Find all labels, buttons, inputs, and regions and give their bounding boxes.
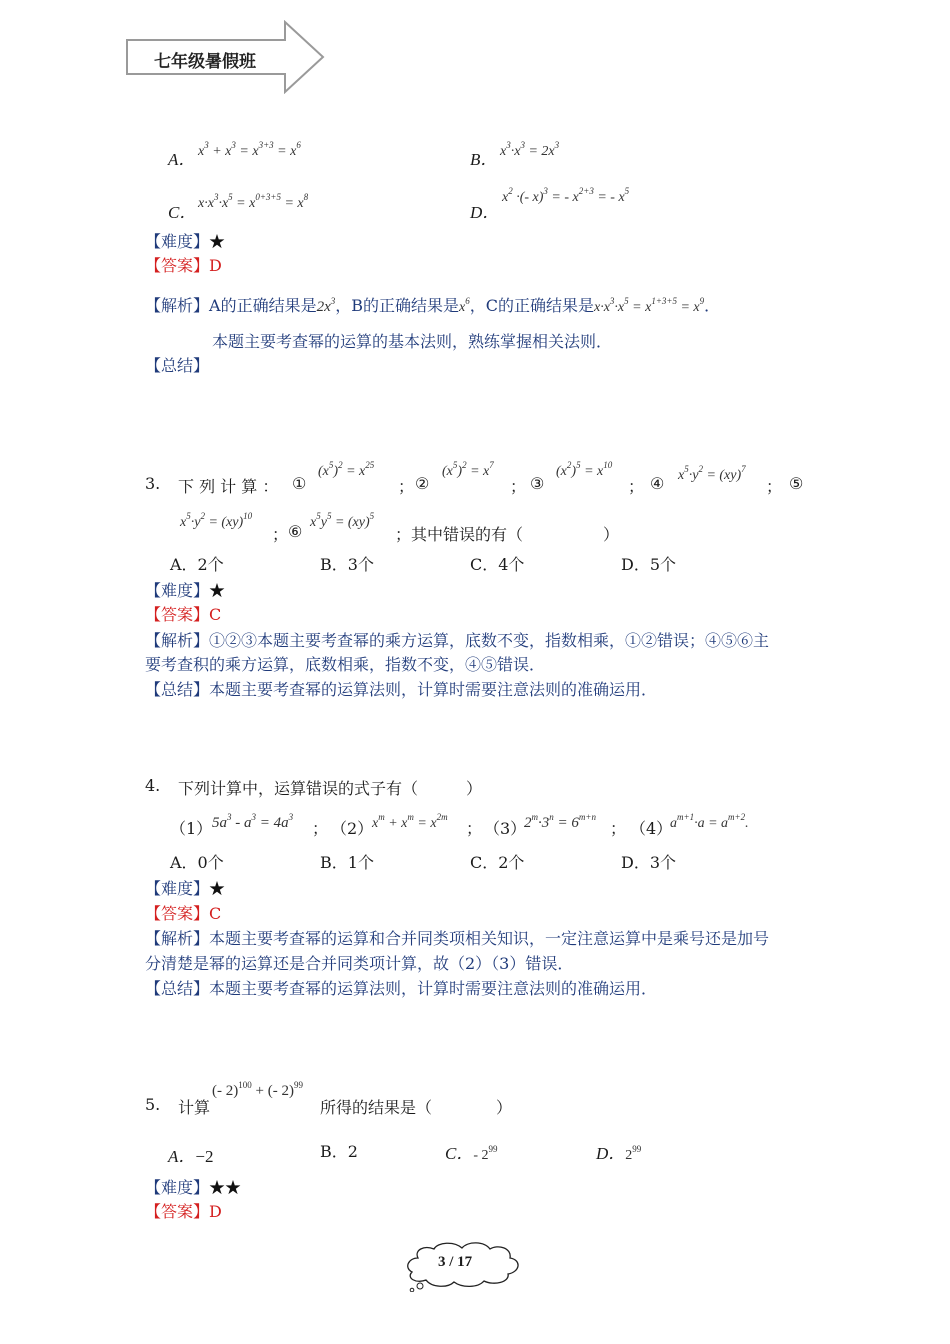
q2-analysis-line2: 本题主要考查幂的运算的基本法则，熟练掌握相关法则． <box>212 332 613 351</box>
q4-analysis-line2: 分清楚是幂的运算还是合并同类项计算，故（2）（3）错误． <box>145 954 574 973</box>
q2-difficulty-row: 【难度】★ <box>145 232 226 251</box>
q4-stem: 下列计算中，运算错误的式子有（ ） <box>178 779 483 798</box>
q3-circle-6: ⑥ <box>288 522 303 541</box>
q4-part-1-label: （1） <box>170 819 213 838</box>
q3-sep-5: ； <box>272 525 289 544</box>
page-number: 3 / 17 <box>438 1254 473 1270</box>
q3-expr-3: $(x^2)^5 = x^{10}$ <box>556 460 613 479</box>
q5-difficulty-row: 【难度】★★ <box>145 1178 242 1197</box>
q4-sep-3: ； <box>610 819 627 838</box>
q3-difficulty-row: 【难度】★ <box>145 581 226 600</box>
q4-expr-4: $a^{m+1}\cdot a = a^{m+2}$. <box>670 812 749 831</box>
q2-analysis-row: 【解析】A的正确结果是$2x^3$，B的正确结果是$x^6$，C的正确结果是$x\cdot x^3\cdot x^5 = x^{1+3+5} = x^9$． <box>145 296 721 315</box>
q3-circle-1: ① <box>292 474 307 493</box>
q3-circle-5: ⑤ <box>789 474 804 493</box>
q5-stem-post: 所得的结果是（ ） <box>320 1098 513 1117</box>
q3-summary-row: 【总结】本题主要考查幂的运算法则，计算时需要注意法则的准确运用． <box>145 680 658 699</box>
q5-option-b: B．2 <box>320 1142 358 1161</box>
q5-option-d: D．$2^{99}$ <box>596 1144 642 1163</box>
q2-option-d-math: $x^2$ ·(- x)$^3$ = - $x^{2+3}$ = - $x^5$ <box>502 186 630 205</box>
q3-option-a: A．2个 <box>170 555 224 574</box>
q3-option-b: B．3个 <box>320 555 374 574</box>
q4-sep-1: ； <box>312 819 329 838</box>
q2-option-a-math: $x^3 + x^3 = x^{3+3} = x^6$ <box>198 140 301 159</box>
q4-option-d: D．3个 <box>621 853 677 872</box>
q3-option-d: D．5个 <box>621 555 677 574</box>
q3-tail: ；其中错误的有（ ） <box>395 525 620 544</box>
q4-part-4-label: （4） <box>630 819 673 838</box>
q4-number: 4. <box>145 776 161 795</box>
q2-option-a: A． <box>168 150 196 169</box>
q2-answer-row: 【答案】D <box>145 256 222 275</box>
q2-summary-row: 【总结】 <box>145 356 210 375</box>
q2-option-d: D． <box>470 203 500 222</box>
q4-answer-row: 【答案】C <box>145 904 222 923</box>
q3-circle-2: ② <box>415 474 430 493</box>
q3-analysis-line2: 要考查积的乘方运算，底数相乘，指数不变，④⑤错误． <box>145 655 546 674</box>
q5-answer-row: 【答案】D <box>145 1202 222 1221</box>
q3-expr-2: $(x^5)^2 = x^7$ <box>442 460 494 479</box>
q3-circle-3: ③ <box>530 474 545 493</box>
q4-sep-2: ； <box>466 819 483 838</box>
q5-expression: (- 2)$^{100}$ + (- 2)$^{99}$ <box>212 1080 303 1099</box>
q5-option-c: C．- $2^{99}$ <box>445 1144 498 1163</box>
q4-option-b: B．1个 <box>320 853 374 872</box>
header-title: 七年级暑假班 <box>154 52 256 72</box>
q5-stem-pre: 计算 <box>178 1098 211 1117</box>
q3-sep-3: ； <box>628 477 645 496</box>
q4-part-2-label: （2） <box>331 819 374 838</box>
q3-circle-4: ④ <box>650 474 665 493</box>
q3-sep-2: ； <box>510 477 527 496</box>
q3-sep-1: ； <box>398 477 415 496</box>
q4-expr-2: $x^m + x^m = x^{2m}$ <box>372 812 448 831</box>
q4-option-c: C．2个 <box>470 853 525 872</box>
q4-expr-3: $2^m\cdot 3^n = 6^{m+n}$ <box>524 812 596 831</box>
q2-option-b: B． <box>470 150 498 169</box>
q3-expr-6: $x^5y^5 = (xy)^5$ <box>310 511 375 530</box>
q4-summary-row: 【总结】本题主要考查幂的运算法则，计算时需要注意法则的准确运用． <box>145 979 658 998</box>
q4-expr-1: $5a^3 - a^3 = 4a^3$ <box>212 812 294 831</box>
q3-option-c: C．4个 <box>470 555 525 574</box>
q4-analysis-row: 【解析】本题主要考查幂的运算和合并同类项相关知识，一定注意运算中是乘号还是加号 <box>145 929 770 948</box>
q2-option-c-math: $x\cdot x^3\cdot x^5 = x^{0+3+5} = x^8$ <box>198 192 309 211</box>
q4-part-3-label: （3） <box>484 819 527 838</box>
q5-option-a: A．−2 <box>168 1147 214 1166</box>
q3-expr-4: $x^5\cdot y^2 = (xy)^7$ <box>678 464 746 483</box>
q3-answer-row: 【答案】C <box>145 605 222 624</box>
q3-number: 3. <box>145 474 161 493</box>
q2-option-c: C． <box>168 203 197 222</box>
q4-option-a: A．0个 <box>170 853 224 872</box>
q3-expr-1: $(x^5)^2 = x^{25}$ <box>318 460 375 479</box>
q5-number: 5. <box>145 1095 161 1114</box>
q3-expr-5: $x^5\cdot y^2 = (xy)^{10}$ <box>180 511 253 530</box>
q3-analysis-row: 【解析】①②③本题主要考查幂的乘方运算，底数不变，指数相乘，①②错误；④⑤⑥主 <box>145 631 770 650</box>
q2-option-b-math: $x^3\cdot x^3 = 2x^3$ <box>500 140 560 159</box>
q3-sep-4: ； <box>766 477 783 496</box>
q3-stem: 下 列 计 算 ： <box>178 477 279 496</box>
q4-difficulty-row: 【难度】★ <box>145 879 226 898</box>
